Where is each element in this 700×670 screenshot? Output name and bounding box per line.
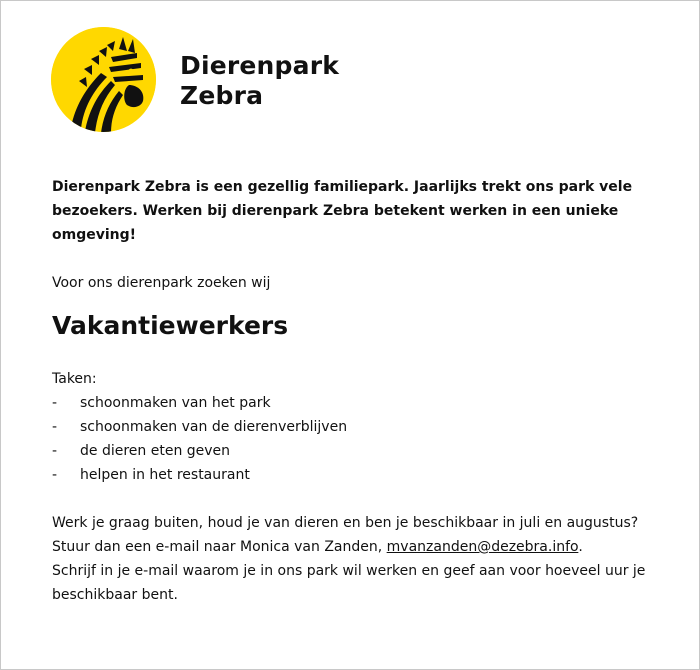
page-title: Vakantiewerkers [52, 311, 289, 340]
tasks-label: Taken: [52, 371, 97, 387]
task-text: schoonmaken van het park [80, 395, 271, 411]
brand-line-1: Dierenpark [180, 51, 340, 80]
list-item: - schoonmaken van de dierenverblijven [52, 415, 347, 439]
zebra-logo-icon [51, 27, 156, 132]
task-text: helpen in het restaurant [80, 467, 250, 483]
list-item: - schoonmaken van het park [52, 391, 347, 415]
contact-prefix: Stuur dan een e-mail naar Monica van Zanden, [52, 539, 383, 555]
list-item: - de dieren eten geven [52, 439, 347, 463]
task-text: de dieren eten geven [80, 443, 231, 459]
intro-text: Dierenpark Zebra is een gezellig familiepark. Jaarlijks trekt ons park vele bezoekers. Werken bij dierenpark Zebra betekent werken in een unieke omgeving! [52, 179, 633, 243]
brand-line-2: Zebra [180, 81, 264, 110]
closing-text [52, 511, 652, 607]
task-text: schoonmaken van de dierenverblijven [80, 419, 348, 435]
contact-suffix: . [578, 539, 583, 555]
contact-line [52, 535, 652, 559]
closing-question: Werk je graag buiten, houd je van dieren en ben je beschikbaar in juli en augustus? [52, 515, 639, 531]
brand-name [180, 51, 339, 111]
email-link[interactable]: mvanzanden@dezebra.info [386, 539, 579, 555]
closing-instruction: Schrijf in je e-mail waarom je in ons park wil werken en geef aan voor hoeveel uur je beschikbaar bent. [52, 563, 646, 603]
list-item: - helpen in het restaurant [52, 463, 347, 487]
lead-text: Voor ons dierenpark zoeken wij [52, 275, 271, 291]
tasks-list [52, 391, 347, 487]
